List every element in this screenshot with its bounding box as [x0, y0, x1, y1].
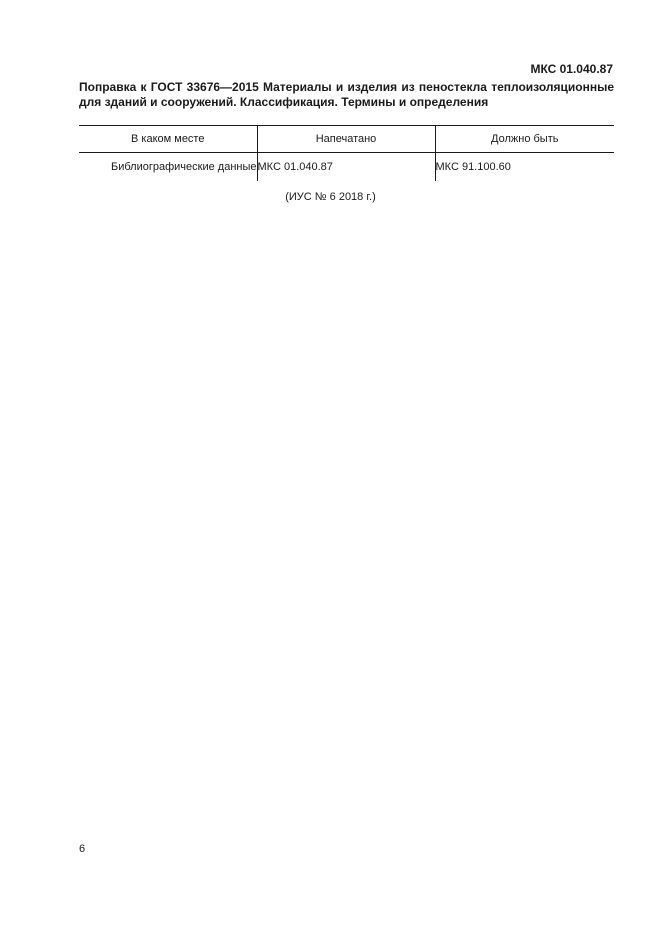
column-header-place: В каком месте — [79, 126, 257, 153]
mks-classification-code: МКС 01.040.87 — [530, 62, 613, 76]
cell-should-be: МКС 91.100.60 — [435, 153, 614, 182]
cell-place: Библиографические данные — [111, 161, 257, 173]
page-number: 6 — [79, 843, 86, 855]
table-row — [79, 153, 614, 182]
amendment-title: Поправка к ГОСТ 33676—2015 Материалы и изделия из пеностекла теплоизоляционные для зданий и сооружений. Классификация. Термины и определения — [79, 80, 614, 109]
cell-printed: МКС 01.040.87 — [257, 153, 435, 182]
column-header-should-be: Должно быть — [435, 126, 614, 153]
column-header-printed: Напечатано — [257, 126, 435, 153]
table-header-row — [79, 126, 614, 153]
corrections-table — [79, 125, 614, 181]
ius-reference: (ИУС № 6 2018 г.) — [285, 191, 376, 203]
